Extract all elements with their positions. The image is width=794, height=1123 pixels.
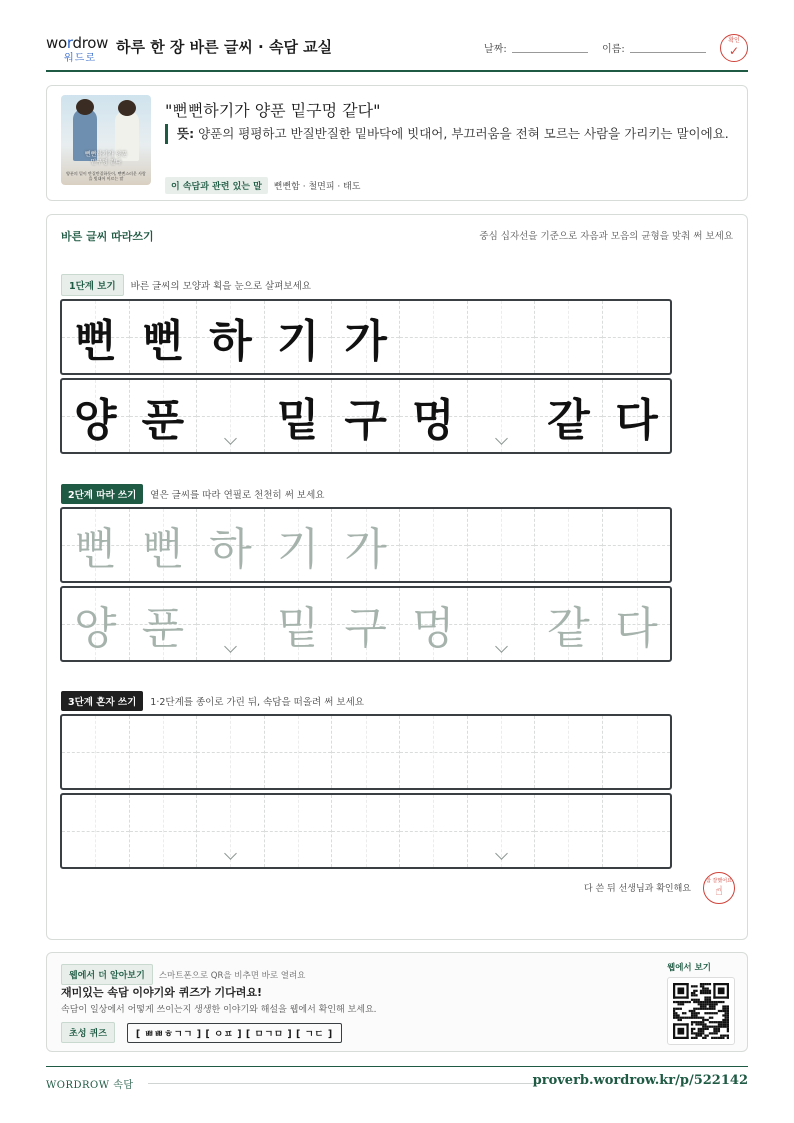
check-stamp xyxy=(720,34,748,62)
grid-glyph: 기 xyxy=(276,524,320,575)
qr-code-icon xyxy=(673,983,729,1039)
grid-glyph: 구 xyxy=(344,395,387,446)
proverb-title: "뻔뻔하기가 양푼 밑구멍 같다" xyxy=(165,101,381,120)
grid-cell[interactable] xyxy=(62,795,130,867)
grid-glyph: 다 xyxy=(615,395,658,446)
grid-cell xyxy=(130,380,198,452)
grid-cell xyxy=(130,301,198,373)
footer-rule xyxy=(148,1083,540,1084)
grid-cell[interactable] xyxy=(400,716,468,788)
grid-glyph: 구 xyxy=(344,603,387,654)
grid-glyph: 뻔 xyxy=(141,316,185,367)
grid-cell xyxy=(265,301,333,373)
grid-cell[interactable] xyxy=(197,795,265,867)
grid-cell[interactable] xyxy=(332,795,400,867)
grid-cell[interactable] xyxy=(130,588,198,660)
step2-header xyxy=(61,485,324,503)
grid-cell[interactable] xyxy=(265,716,333,788)
logo xyxy=(46,34,109,64)
grid-cell xyxy=(197,380,265,452)
step2-badge: 2단계 따라 쓰기 xyxy=(61,484,143,504)
meaning-label: 뜻: xyxy=(177,126,195,141)
step3-line2[interactable] xyxy=(60,793,672,869)
grid-cell[interactable] xyxy=(603,795,671,867)
page-header xyxy=(46,28,748,72)
quiz-row xyxy=(61,1022,342,1043)
step3-header xyxy=(61,692,364,710)
grid-glyph: 가 xyxy=(344,524,387,575)
space-mark-icon xyxy=(495,849,507,861)
date-field[interactable] xyxy=(512,52,588,53)
grid-cell[interactable] xyxy=(603,588,671,660)
grid-cell xyxy=(468,380,536,452)
grid-glyph: 기 xyxy=(276,316,320,367)
grid-cell[interactable] xyxy=(535,716,603,788)
meaning-text: 양푼의 평평하고 반질반질한 밑바닥에 빗대어, 부끄러움을 전혀 모르는 사람을 가리키는 말이에요. xyxy=(198,126,729,141)
grid-glyph: 하 xyxy=(209,316,252,367)
grid-cell[interactable] xyxy=(535,588,603,660)
step2-line1[interactable] xyxy=(60,507,672,583)
grid-cell xyxy=(400,301,468,373)
space-mark-icon xyxy=(224,849,236,861)
grid-cell[interactable] xyxy=(468,509,536,581)
page-title: 하루 한 장 바른 글씨 · 속담 교실 xyxy=(116,38,333,56)
grid-cell[interactable] xyxy=(332,588,400,660)
quiz-box: [ ㅃㅃㅎㄱㄱ ] [ ㅇㅍ ] [ ㅁㄱㅁ ] [ ㄱㄷ ] xyxy=(127,1023,342,1043)
check-icon: ✓ xyxy=(728,44,740,58)
web-badge: 웹에서 더 알아보기 xyxy=(61,964,153,985)
illustration-subcaption: 양푼의 밑이 반질반질하듯이, 뻔뻔스러운 사람을 빗대어 이르는 말 xyxy=(66,171,146,181)
proverb-illustration xyxy=(61,95,151,185)
space-mark-icon xyxy=(495,642,507,654)
web-badge-row xyxy=(61,963,305,985)
logo-text-accent: r xyxy=(66,34,73,52)
grid-glyph: 밑 xyxy=(276,395,320,446)
grid-cell xyxy=(535,301,603,373)
grid-cell[interactable] xyxy=(197,588,265,660)
illustration-head-right xyxy=(118,100,136,116)
grid-glyph: 하 xyxy=(209,524,252,575)
step3-line1[interactable] xyxy=(60,714,672,790)
grid-cell xyxy=(332,301,400,373)
grid-glyph: 뻔 xyxy=(141,524,185,575)
grid-cell[interactable] xyxy=(400,795,468,867)
grid-cell[interactable] xyxy=(130,795,198,867)
check-stamp-label: 확인 xyxy=(728,37,740,44)
grid-cell xyxy=(603,301,671,373)
grid-cell xyxy=(62,301,130,373)
qr-label: 웹에서 보기 xyxy=(667,963,712,973)
grid-cell[interactable] xyxy=(265,588,333,660)
grid-cell xyxy=(62,380,130,452)
practice-title: 바른 글씨 따라쓰기 xyxy=(61,230,154,243)
illustration-head-left xyxy=(76,99,94,115)
grid-glyph: 뻔 xyxy=(74,316,117,367)
grid-cell[interactable] xyxy=(603,509,671,581)
grid-glyph: 양 xyxy=(74,395,117,446)
grid-cell[interactable] xyxy=(130,509,198,581)
logo-text-suffix: drow xyxy=(72,34,109,52)
step1-line1 xyxy=(60,299,672,375)
footer-divider xyxy=(46,1066,748,1067)
praise-stamp xyxy=(703,872,735,904)
grid-cell[interactable] xyxy=(400,509,468,581)
footer-url[interactable]: proverb.wordrow.kr/p/522142 xyxy=(532,1073,748,1088)
web-desc: 속담이 일상에서 어떻게 쓰이는지 생생한 이야기와 해설을 웹에서 확인해 보세요. xyxy=(61,1005,377,1015)
step2-desc: 옅은 글씨를 따라 연필로 천천히 써 보세요 xyxy=(150,490,325,501)
grid-glyph: 같 xyxy=(547,603,590,654)
quiz-label: 초성 퀴즈 xyxy=(61,1022,115,1043)
name-field[interactable] xyxy=(630,52,706,53)
grid-cell[interactable] xyxy=(62,588,130,660)
grid-glyph: 다 xyxy=(615,603,658,654)
grid-cell[interactable] xyxy=(62,716,130,788)
related-list: 뻔뻔함 · 철면피 · 태도 xyxy=(273,182,361,192)
qr-code[interactable] xyxy=(667,977,735,1045)
web-section xyxy=(46,952,748,1052)
grid-glyph: 푼 xyxy=(141,395,185,446)
grid-cell[interactable] xyxy=(62,509,130,581)
step2-line2[interactable] xyxy=(60,586,672,662)
step3-desc: 1·2단계를 종이로 가린 뒤, 속담을 떠올려 써 보세요 xyxy=(150,697,364,708)
grid-glyph: 밑 xyxy=(276,603,320,654)
practice-hint: 중심 십자선을 기준으로 자음과 모음의 균형을 맞춰 써 보세요 xyxy=(479,231,733,242)
grid-cell[interactable] xyxy=(265,509,333,581)
grid-cell[interactable] xyxy=(468,795,536,867)
illustration-caption: 뻔뻔하기가 양푼 밑구멍 같다 xyxy=(84,151,128,166)
grid-cell[interactable] xyxy=(130,716,198,788)
related-words xyxy=(165,177,361,194)
grid-glyph: 멍 xyxy=(412,603,455,654)
grid-cell xyxy=(400,380,468,452)
grid-cell[interactable] xyxy=(332,509,400,581)
praise-stamp-label: 참 잘했어요 xyxy=(706,878,732,884)
grid-cell[interactable] xyxy=(468,588,536,660)
web-headline: 재미있는 속담 이야기와 퀴즈가 기다려요! xyxy=(61,986,262,999)
grid-cell xyxy=(197,301,265,373)
grid-glyph: 뻔 xyxy=(74,524,117,575)
footer-brand: WORDROW 속담 xyxy=(46,1080,134,1091)
grid-cell xyxy=(332,380,400,452)
grid-cell[interactable] xyxy=(535,795,603,867)
logo-subtext: 워드로 xyxy=(64,53,96,64)
grid-glyph: 멍 xyxy=(412,395,455,446)
grid-glyph: 같 xyxy=(547,395,590,446)
space-mark-icon xyxy=(224,642,236,654)
grid-cell[interactable] xyxy=(535,509,603,581)
proverb-card xyxy=(46,85,748,201)
grid-cell[interactable] xyxy=(197,716,265,788)
web-hint: 스마트폰으로 QR을 비추면 바로 열려요 xyxy=(158,971,306,981)
grid-cell xyxy=(535,380,603,452)
logo-text-prefix: wo xyxy=(46,34,67,52)
thumbs-up-icon: ☝ xyxy=(715,884,723,899)
space-mark-icon xyxy=(495,434,507,446)
grid-cell[interactable] xyxy=(400,588,468,660)
grid-cell[interactable] xyxy=(197,509,265,581)
grid-glyph: 양 xyxy=(74,603,117,654)
grid-cell[interactable] xyxy=(468,716,536,788)
check-note: 다 쓴 뒤 선생님과 확인해요 xyxy=(583,884,691,894)
grid-glyph: 푼 xyxy=(141,603,185,654)
step1-badge: 1단계 보기 xyxy=(61,274,124,296)
name-label: 이름: xyxy=(602,44,625,55)
space-mark-icon xyxy=(224,434,236,446)
grid-cell[interactable] xyxy=(332,716,400,788)
related-label: 이 속담과 관련 있는 말 xyxy=(165,177,268,194)
date-label: 날짜: xyxy=(484,44,507,55)
grid-cell[interactable] xyxy=(603,716,671,788)
grid-glyph: 가 xyxy=(344,316,387,367)
grid-cell xyxy=(603,380,671,452)
grid-cell xyxy=(468,301,536,373)
step1-line2 xyxy=(60,378,672,454)
step3-badge: 3단계 혼자 쓰기 xyxy=(61,691,143,711)
step1-desc: 바른 글씨의 모양과 획을 눈으로 살펴보세요 xyxy=(130,281,311,292)
grid-cell[interactable] xyxy=(265,795,333,867)
proverb-meaning xyxy=(165,124,735,144)
grid-cell xyxy=(265,380,333,452)
step1-header xyxy=(61,276,311,294)
